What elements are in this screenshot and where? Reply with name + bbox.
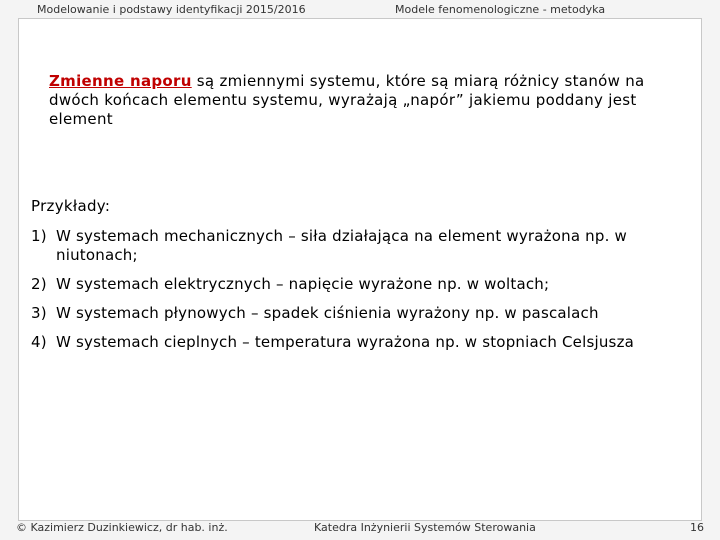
definition-paragraph	[49, 72, 689, 129]
list-item-text: W systemach mechanicznych – siła działająca na element wyrażona np. w niutonach;	[56, 227, 628, 264]
list-item	[31, 304, 691, 323]
list-item	[31, 333, 691, 352]
footer-author: © Kazimierz Duzinkiewicz, dr hab. inż.	[16, 521, 228, 534]
list-item-number: 3)	[31, 304, 47, 322]
examples-title: Przykłady:	[31, 197, 111, 215]
list-item-text: W systemach cieplnych – temperatura wyrażona np. w stopniach Celsjusza	[56, 333, 635, 351]
header-course: Modelowanie i podstawy identyfikacji 2015/2016	[37, 3, 306, 16]
header-topic: Modele fenomenologiczne - metodyka	[395, 3, 606, 16]
page-number: 16	[690, 521, 704, 534]
list-item-text: W systemach elektrycznych – napięcie wyrażone np. w woltach;	[56, 275, 550, 293]
definition-text: są zmiennymi systemu, które są miarą różnicy stanów na dwóch końcach elementu systemu, wyrażają „napór” jakiemu poddany jest element	[49, 72, 645, 128]
list-item	[31, 275, 691, 294]
footer-department: Katedra Inżynierii Systemów Sterowania	[314, 521, 536, 534]
list-item	[31, 227, 691, 265]
list-item-number: 1)	[31, 227, 47, 245]
list-item-text: W systemach płynowych – spadek ciśnienia wyrażony np. w pascalach	[56, 304, 599, 322]
definition-term: Zmienne naporu	[49, 72, 192, 90]
examples-list	[31, 227, 691, 352]
list-item-number: 4)	[31, 333, 47, 351]
list-item-number: 2)	[31, 275, 47, 293]
